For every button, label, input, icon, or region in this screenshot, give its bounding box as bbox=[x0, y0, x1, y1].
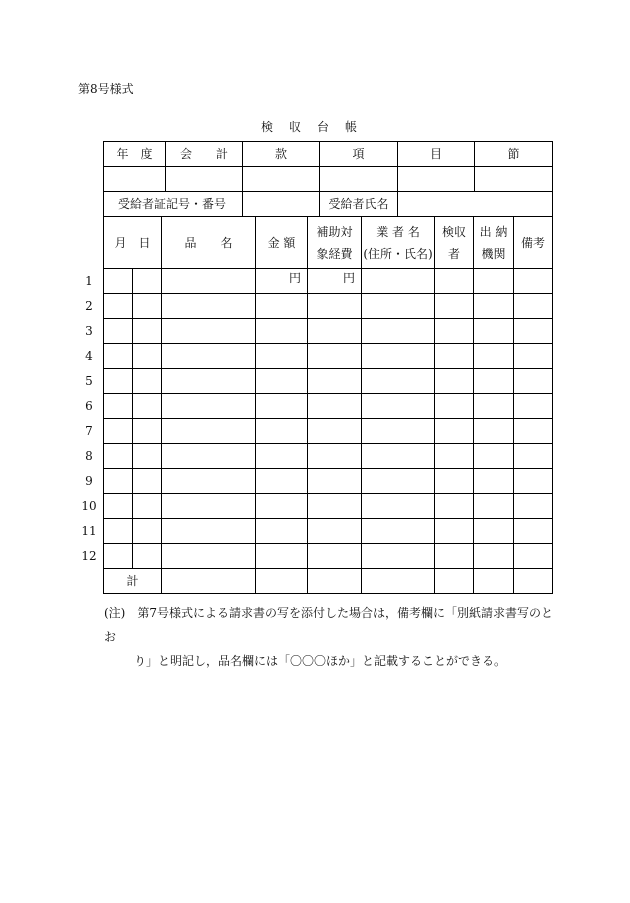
form-number-label: 第8号様式 bbox=[78, 82, 134, 96]
vendor-cell[interactable] bbox=[362, 294, 435, 319]
day-cell[interactable] bbox=[133, 319, 162, 344]
note-label: (注) bbox=[104, 606, 126, 620]
table-row bbox=[104, 394, 553, 419]
table-row bbox=[104, 344, 553, 369]
item-cell[interactable] bbox=[162, 544, 256, 569]
item-cell[interactable] bbox=[162, 344, 256, 369]
vendor-cell[interactable] bbox=[362, 419, 435, 444]
day-cell[interactable] bbox=[133, 544, 162, 569]
inspector-cell[interactable] bbox=[435, 344, 474, 369]
inspector-cell[interactable] bbox=[435, 394, 474, 419]
vendor-cell[interactable] bbox=[362, 469, 435, 494]
amount-cell[interactable] bbox=[256, 494, 308, 519]
inspector-cell[interactable] bbox=[435, 294, 474, 319]
payer-cell[interactable] bbox=[474, 394, 514, 419]
month-cell[interactable] bbox=[104, 394, 133, 419]
payer-cell[interactable] bbox=[474, 469, 514, 494]
recipient-name-value-cell[interactable] bbox=[398, 192, 553, 217]
day-cell[interactable] bbox=[133, 269, 162, 294]
row-number-list bbox=[80, 269, 98, 569]
table-row bbox=[104, 369, 553, 394]
header-moku: 目 bbox=[398, 142, 475, 167]
item-cell[interactable] bbox=[162, 319, 256, 344]
remarks-cell[interactable] bbox=[514, 269, 553, 294]
vendor-cell[interactable] bbox=[362, 544, 435, 569]
remarks-cell[interactable] bbox=[514, 294, 553, 319]
inspector-line1: 検収 bbox=[442, 224, 467, 239]
row-number: 3 bbox=[85, 324, 93, 338]
ledger-rows bbox=[104, 269, 553, 569]
row-number: 5 bbox=[85, 374, 93, 388]
inspector-line2: 者 bbox=[448, 246, 461, 261]
item-cell[interactable] bbox=[162, 369, 256, 394]
payer-cell[interactable] bbox=[474, 444, 514, 469]
table-row bbox=[104, 519, 553, 544]
amount-cell[interactable] bbox=[256, 519, 308, 544]
remarks-cell[interactable] bbox=[514, 394, 553, 419]
row-number: 12 bbox=[81, 549, 97, 563]
inspector-cell[interactable] bbox=[435, 469, 474, 494]
item-cell[interactable] bbox=[162, 444, 256, 469]
item-cell[interactable] bbox=[162, 419, 256, 444]
day-cell[interactable] bbox=[133, 394, 162, 419]
day-cell[interactable] bbox=[133, 294, 162, 319]
month-cell[interactable] bbox=[104, 319, 133, 344]
day-cell[interactable] bbox=[133, 494, 162, 519]
inspector-cell[interactable] bbox=[435, 494, 474, 519]
vendor-cell[interactable] bbox=[362, 319, 435, 344]
table-row bbox=[104, 469, 553, 494]
table-row bbox=[104, 319, 553, 344]
amount-cell[interactable] bbox=[256, 544, 308, 569]
vendor-cell[interactable] bbox=[362, 269, 435, 294]
row-number: 9 bbox=[85, 474, 93, 488]
item-cell[interactable] bbox=[162, 394, 256, 419]
total-label: 計 bbox=[104, 569, 162, 594]
header-setsu: 節 bbox=[475, 142, 553, 167]
header-info-table bbox=[103, 141, 553, 217]
remarks-cell[interactable] bbox=[514, 494, 553, 519]
payer-cell[interactable] bbox=[474, 344, 514, 369]
month-cell[interactable] bbox=[104, 444, 133, 469]
table-row bbox=[104, 419, 553, 444]
day-cell[interactable] bbox=[133, 419, 162, 444]
month-cell[interactable] bbox=[104, 494, 133, 519]
setsu-value-cell[interactable] bbox=[475, 167, 553, 192]
day-cell[interactable] bbox=[133, 369, 162, 394]
subsidy-cell[interactable] bbox=[308, 294, 362, 319]
vendor-cell[interactable] bbox=[362, 494, 435, 519]
payer-line1: 出 納 bbox=[479, 224, 508, 239]
subsidy-cell[interactable] bbox=[308, 419, 362, 444]
day-cell[interactable] bbox=[133, 469, 162, 494]
month-cell[interactable] bbox=[104, 544, 133, 569]
subsidy-cell[interactable] bbox=[308, 369, 362, 394]
header-account: 会 計 bbox=[166, 142, 243, 167]
vendor-cell[interactable] bbox=[362, 444, 435, 469]
header-year: 年 度 bbox=[104, 142, 166, 167]
table-row bbox=[104, 494, 553, 519]
col-payer bbox=[474, 217, 514, 269]
vendor-cell[interactable] bbox=[362, 519, 435, 544]
payer-cell[interactable] bbox=[474, 519, 514, 544]
row-number: 7 bbox=[85, 424, 93, 438]
item-cell[interactable] bbox=[162, 294, 256, 319]
total-cell[interactable] bbox=[256, 569, 308, 594]
row-number: 4 bbox=[85, 349, 93, 363]
col-item: 品 名 bbox=[162, 217, 256, 269]
subsidy-cell[interactable] bbox=[308, 344, 362, 369]
inspector-cell[interactable] bbox=[435, 544, 474, 569]
inspector-cell[interactable] bbox=[435, 319, 474, 344]
subsidy-cell[interactable] bbox=[308, 319, 362, 344]
col-vendor bbox=[362, 217, 435, 269]
table-row bbox=[104, 294, 553, 319]
inspector-cell[interactable] bbox=[435, 369, 474, 394]
recipient-id-label: 受給者証記号・番号 bbox=[104, 192, 243, 217]
payer-cell[interactable] bbox=[474, 294, 514, 319]
account-value-cell[interactable] bbox=[166, 167, 243, 192]
vendor-cell[interactable] bbox=[362, 369, 435, 394]
kou-value-cell[interactable] bbox=[320, 167, 398, 192]
vendor-line2: (住所・氏名) bbox=[363, 246, 433, 261]
inspector-cell[interactable] bbox=[435, 444, 474, 469]
vendor-cell[interactable] bbox=[362, 344, 435, 369]
item-cell[interactable] bbox=[162, 494, 256, 519]
note-line2: り」と明記し，品名欄には「〇〇〇ほか」と記載することができる。 bbox=[134, 654, 507, 668]
payer-cell[interactable] bbox=[474, 494, 514, 519]
total-cell[interactable] bbox=[435, 569, 474, 594]
header-kou: 項 bbox=[320, 142, 398, 167]
row-number: 1 bbox=[85, 274, 93, 288]
subsidy-cell[interactable] bbox=[308, 394, 362, 419]
vendor-cell[interactable] bbox=[362, 394, 435, 419]
header-kan: 款 bbox=[243, 142, 320, 167]
month-cell[interactable] bbox=[104, 469, 133, 494]
inspector-cell[interactable] bbox=[435, 269, 474, 294]
item-cell[interactable] bbox=[162, 469, 256, 494]
total-cell[interactable] bbox=[474, 569, 514, 594]
amount-cell[interactable] bbox=[256, 419, 308, 444]
item-cell[interactable] bbox=[162, 269, 256, 294]
remarks-cell[interactable] bbox=[514, 369, 553, 394]
total-cell[interactable] bbox=[162, 569, 256, 594]
subsidy-line1: 補助対 bbox=[316, 224, 353, 239]
recipient-id-value-cell[interactable] bbox=[243, 192, 320, 217]
subsidy-cell[interactable] bbox=[308, 494, 362, 519]
total-cell[interactable] bbox=[308, 569, 362, 594]
vendor-line1: 業 者 名 bbox=[376, 224, 420, 239]
subsidy-cell[interactable] bbox=[308, 469, 362, 494]
remarks-cell[interactable] bbox=[514, 519, 553, 544]
col-amount: 金 額 bbox=[256, 217, 308, 269]
year-value-cell[interactable] bbox=[104, 167, 166, 192]
remarks-cell[interactable] bbox=[514, 419, 553, 444]
payer-cell[interactable] bbox=[474, 419, 514, 444]
row-number: 10 bbox=[81, 499, 97, 513]
remarks-cell[interactable] bbox=[514, 319, 553, 344]
col-remarks: 備考 bbox=[514, 217, 553, 269]
remarks-cell[interactable] bbox=[514, 344, 553, 369]
amount-cell[interactable] bbox=[256, 469, 308, 494]
note-line1: 第7号様式による請求書の写を添付した場合は，備考欄に「別紙請求書写のとお bbox=[104, 606, 554, 644]
amount-cell[interactable] bbox=[256, 394, 308, 419]
day-cell[interactable] bbox=[133, 444, 162, 469]
subsidy-cell[interactable]: 円 bbox=[308, 269, 362, 294]
month-cell[interactable] bbox=[104, 419, 133, 444]
month-cell[interactable] bbox=[104, 269, 133, 294]
remarks-cell[interactable] bbox=[514, 469, 553, 494]
subsidy-line2: 象経費 bbox=[316, 246, 353, 261]
moku-value-cell[interactable] bbox=[398, 167, 475, 192]
day-cell[interactable] bbox=[133, 519, 162, 544]
payer-cell[interactable] bbox=[474, 369, 514, 394]
total-cell[interactable] bbox=[514, 569, 553, 594]
row-number: 2 bbox=[85, 299, 93, 313]
amount-cell[interactable] bbox=[256, 344, 308, 369]
document-title: 検 収 台 帳 bbox=[260, 120, 359, 134]
day-cell[interactable] bbox=[133, 344, 162, 369]
month-cell[interactable] bbox=[104, 369, 133, 394]
month-cell[interactable] bbox=[104, 294, 133, 319]
payer-line2: 機関 bbox=[481, 246, 506, 261]
amount-cell[interactable] bbox=[256, 294, 308, 319]
remarks-cell[interactable] bbox=[514, 444, 553, 469]
ledger-table bbox=[103, 216, 553, 594]
month-cell[interactable] bbox=[104, 344, 133, 369]
amount-cell[interactable] bbox=[256, 444, 308, 469]
amount-cell[interactable]: 円 bbox=[256, 269, 308, 294]
payer-cell[interactable] bbox=[474, 269, 514, 294]
month-cell[interactable] bbox=[104, 519, 133, 544]
row-number: 6 bbox=[85, 399, 93, 413]
table-row bbox=[104, 269, 553, 294]
subsidy-cell[interactable] bbox=[308, 444, 362, 469]
subsidy-cell[interactable] bbox=[308, 519, 362, 544]
payer-cell[interactable] bbox=[474, 544, 514, 569]
inspector-cell[interactable] bbox=[435, 519, 474, 544]
total-cell[interactable] bbox=[362, 569, 435, 594]
col-inspector bbox=[435, 217, 474, 269]
row-number: 8 bbox=[85, 449, 93, 463]
amount-cell[interactable] bbox=[256, 319, 308, 344]
remarks-cell[interactable] bbox=[514, 544, 553, 569]
recipient-name-label: 受給者氏名 bbox=[320, 192, 398, 217]
footnote bbox=[104, 601, 564, 673]
item-cell[interactable] bbox=[162, 519, 256, 544]
kan-value-cell[interactable] bbox=[243, 167, 320, 192]
col-subsidy bbox=[308, 217, 362, 269]
row-number: 11 bbox=[81, 524, 97, 538]
inspector-cell[interactable] bbox=[435, 419, 474, 444]
payer-cell[interactable] bbox=[474, 319, 514, 344]
table-row bbox=[104, 444, 553, 469]
col-month-day: 月 日 bbox=[104, 217, 162, 269]
subsidy-cell[interactable] bbox=[308, 544, 362, 569]
table-row bbox=[104, 544, 553, 569]
amount-cell[interactable] bbox=[256, 369, 308, 394]
